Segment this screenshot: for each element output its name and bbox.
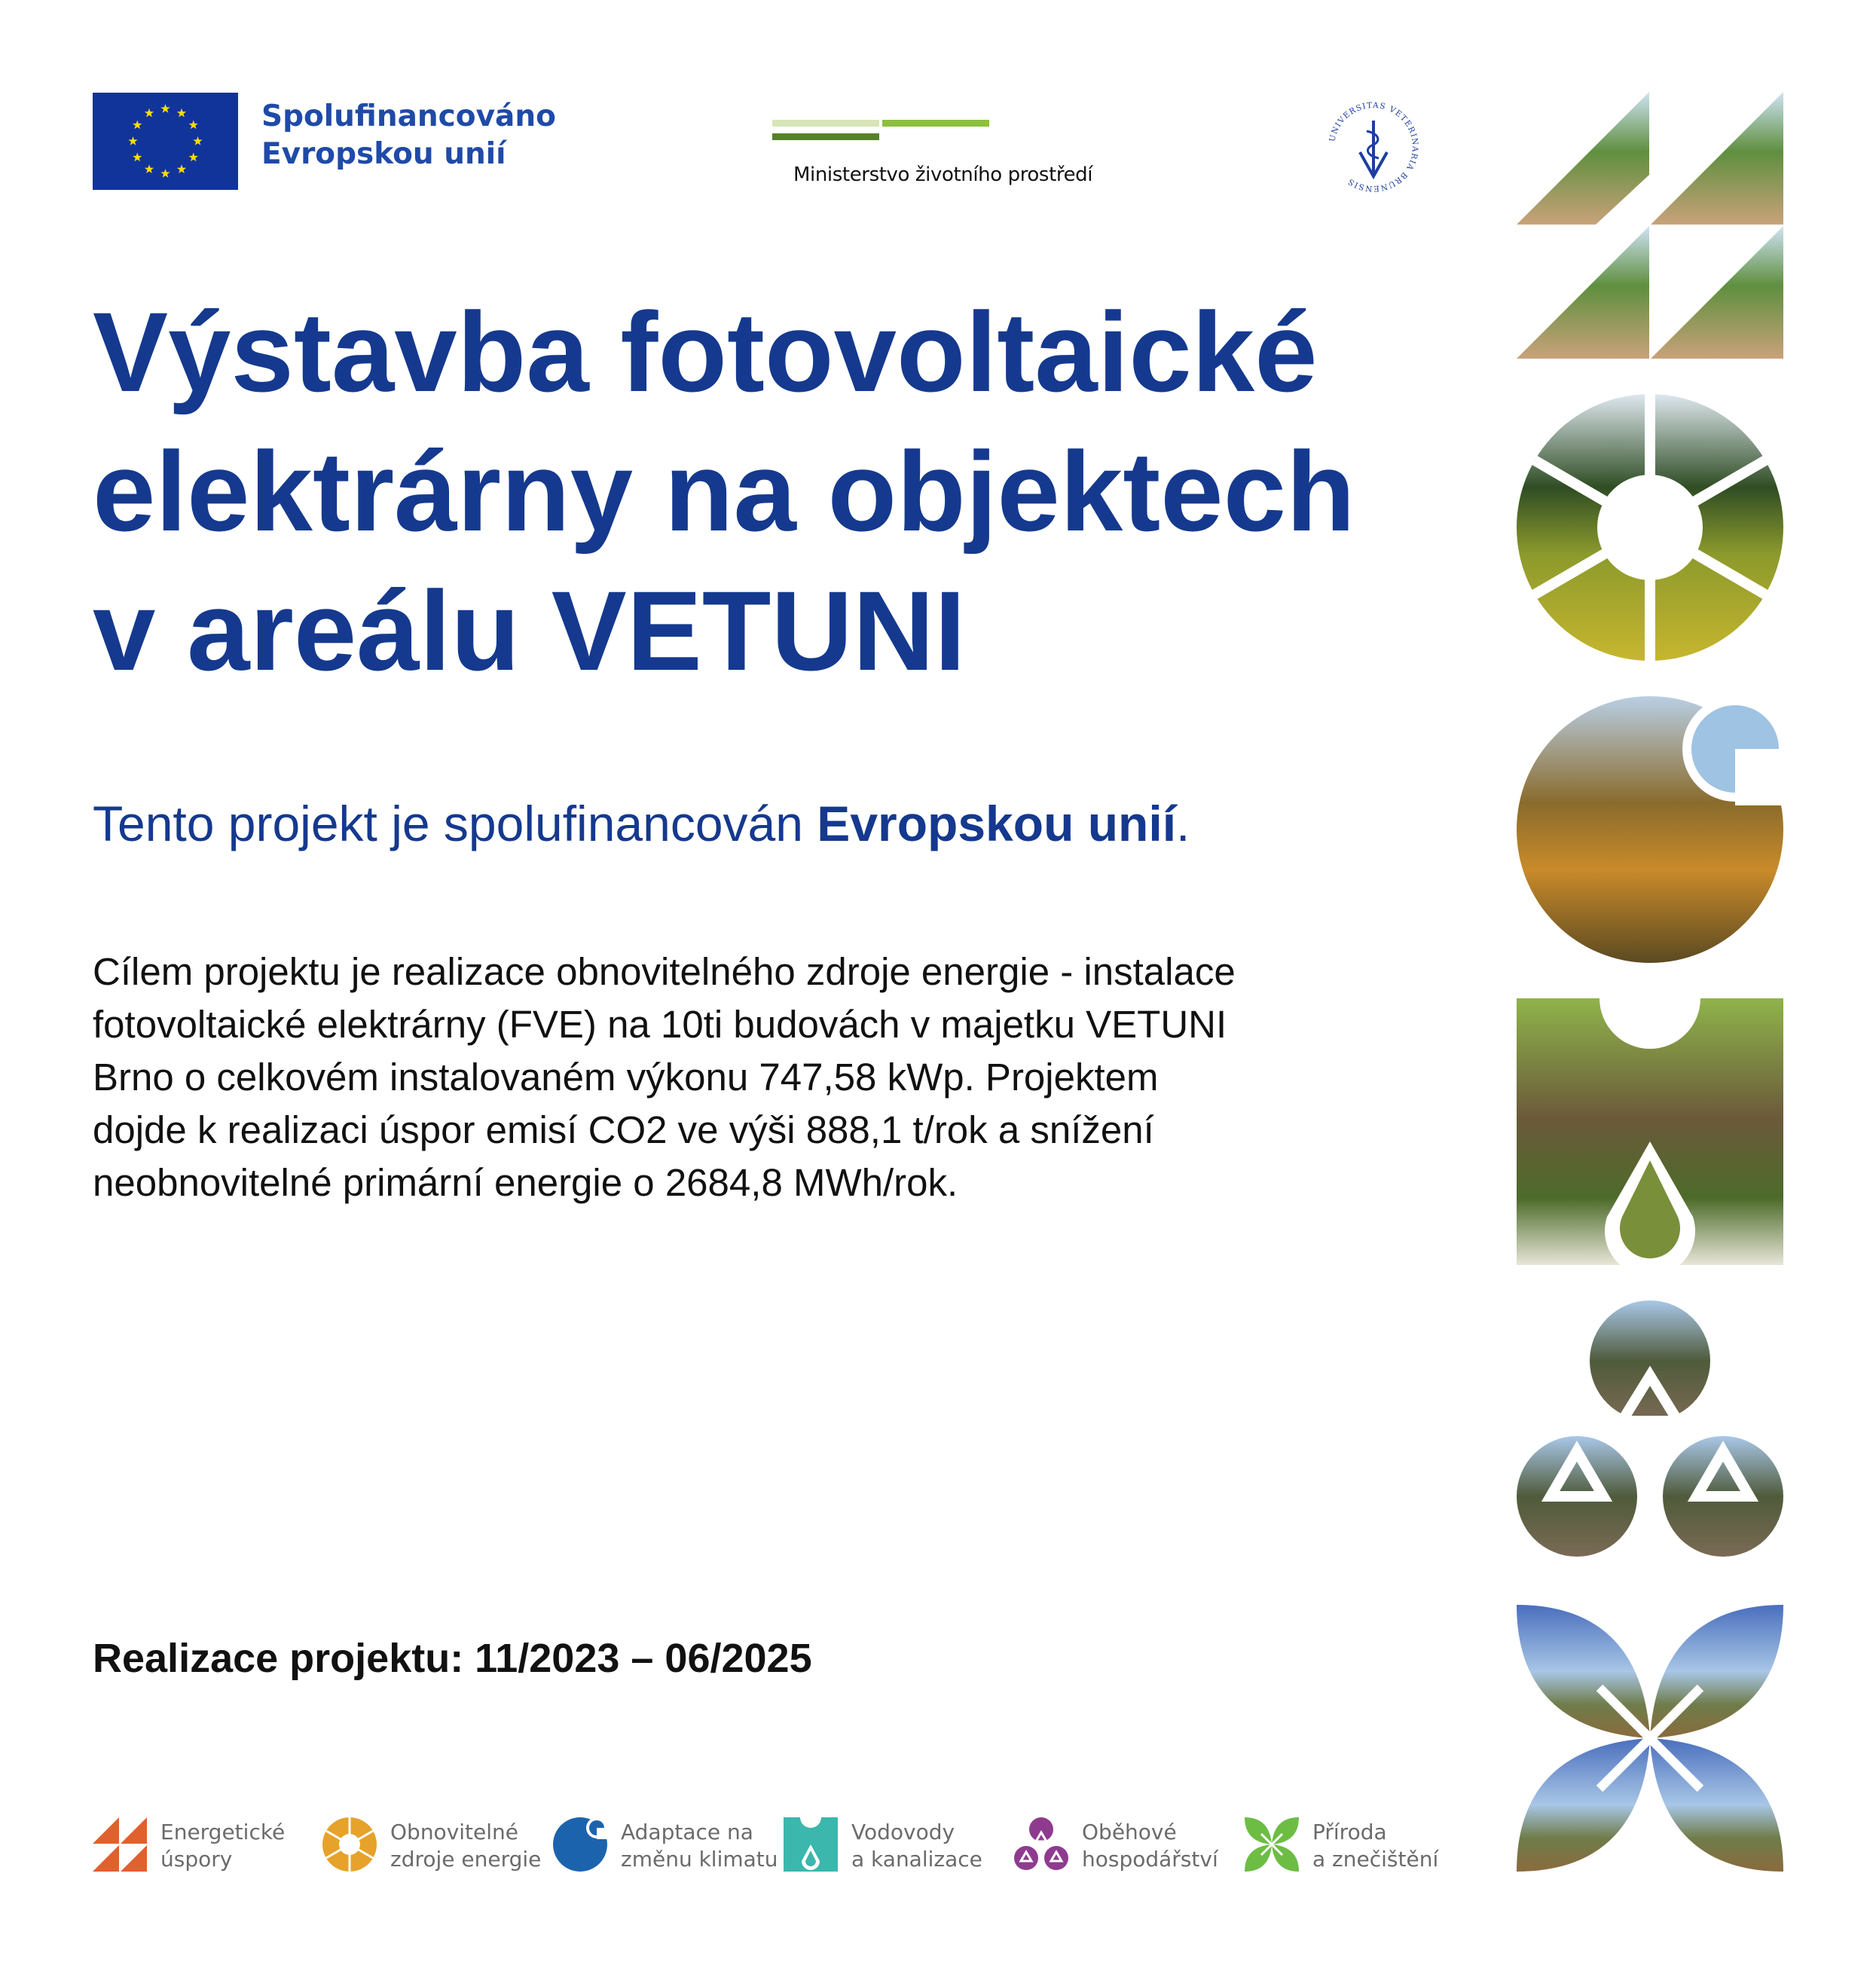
eu-star [145, 164, 154, 173]
subtitle-prefix: Tento projekt je spolufinancován [93, 796, 817, 851]
title-line-2: elektrárny na objektech [93, 428, 1355, 555]
recycle-icon [1014, 1817, 1068, 1872]
description-line-5: neobnovitelné primární energie o 2684,8 MWh/rok. [93, 1161, 958, 1204]
eu-text-line1: Spolufinancováno [261, 99, 556, 133]
page-title [93, 283, 1449, 701]
eu-star [177, 108, 186, 118]
university-seal-logo [1318, 92, 1428, 202]
nature-pollution-art [1517, 1605, 1783, 1872]
description-line-2: fotovoltaické elektrárny (FVE) na 10ti budovách v majetku VETUNI [93, 1003, 1227, 1046]
caduceus-seal-icon [1318, 92, 1428, 202]
leaves-icon [1245, 1817, 1299, 1872]
eu-star [160, 104, 170, 113]
description-line-1: Cílem projektu je realizace obnovitelného zdroje energie - instalace [93, 950, 1236, 993]
eu-cofinanced-logo-text [261, 98, 556, 173]
title-line-1: Výstavba fotovoltaické [93, 289, 1318, 415]
climate-adaptation-art [1517, 696, 1783, 963]
triangles-icon [93, 1817, 147, 1872]
subtitle-suffix: . [1176, 796, 1190, 851]
description-line-3: Brno o celkovém instalovaném výkonu 747,58 kWp. Projektem [93, 1056, 1159, 1099]
title-line-3: v areálu VETUNI [93, 567, 966, 694]
eu-text-line2: Evropskou unií [261, 137, 506, 171]
eu-star [133, 153, 142, 162]
category-label: Adaptace na změnu klimatu [621, 1820, 778, 1872]
water-icon [784, 1817, 838, 1872]
eu-star [193, 136, 202, 145]
realization-period: Realizace projektu: 11/2023 – 06/2025 [93, 1636, 812, 1681]
description-line-4: dojde k realizaci úspor emisí CO2 ve výši 888,1 t/rok a snížení [93, 1108, 1154, 1151]
eu-flag-logo [93, 93, 238, 190]
eu-stars-icon [93, 93, 238, 190]
droplet-circle-icon [553, 1817, 607, 1872]
eu-star [160, 169, 170, 178]
eu-star [189, 153, 198, 162]
subtitle-bold: Evropskou unií [817, 796, 1177, 851]
category-label: Vodovody a kanalizace [851, 1820, 982, 1872]
eu-star [145, 108, 154, 118]
sun-icon [322, 1817, 377, 1872]
ministry-name: Ministerstvo životního prostředí [793, 163, 1093, 186]
category-label: Příroda a znečištění [1312, 1820, 1439, 1872]
ministry-bar-mid [882, 120, 989, 127]
eu-star [189, 121, 198, 130]
eu-star [128, 136, 137, 145]
circular-economy-art [1517, 1300, 1783, 1567]
water-sewage-art [1517, 998, 1783, 1265]
energy-savings-art [1517, 92, 1783, 359]
ministry-bar-light [772, 120, 879, 127]
ministry-bar-dark [772, 133, 879, 140]
ministry-logo [772, 117, 1100, 186]
project-description [93, 946, 1464, 1209]
svg-text:UNIVERSITAS VETERINARIA BRUNEN: UNIVERSITAS VETERINARIA BRUNENSIS [1328, 100, 1420, 194]
category-label: Energetické úspory [160, 1820, 286, 1872]
category-label: Obnovitelné zdroje energie [390, 1820, 542, 1872]
eu-star [177, 164, 186, 173]
eu-star [133, 121, 142, 130]
category-label: Oběhové hospodářství [1082, 1820, 1218, 1872]
cofinancing-statement [93, 795, 1190, 852]
renewable-energy-art [1517, 394, 1783, 661]
